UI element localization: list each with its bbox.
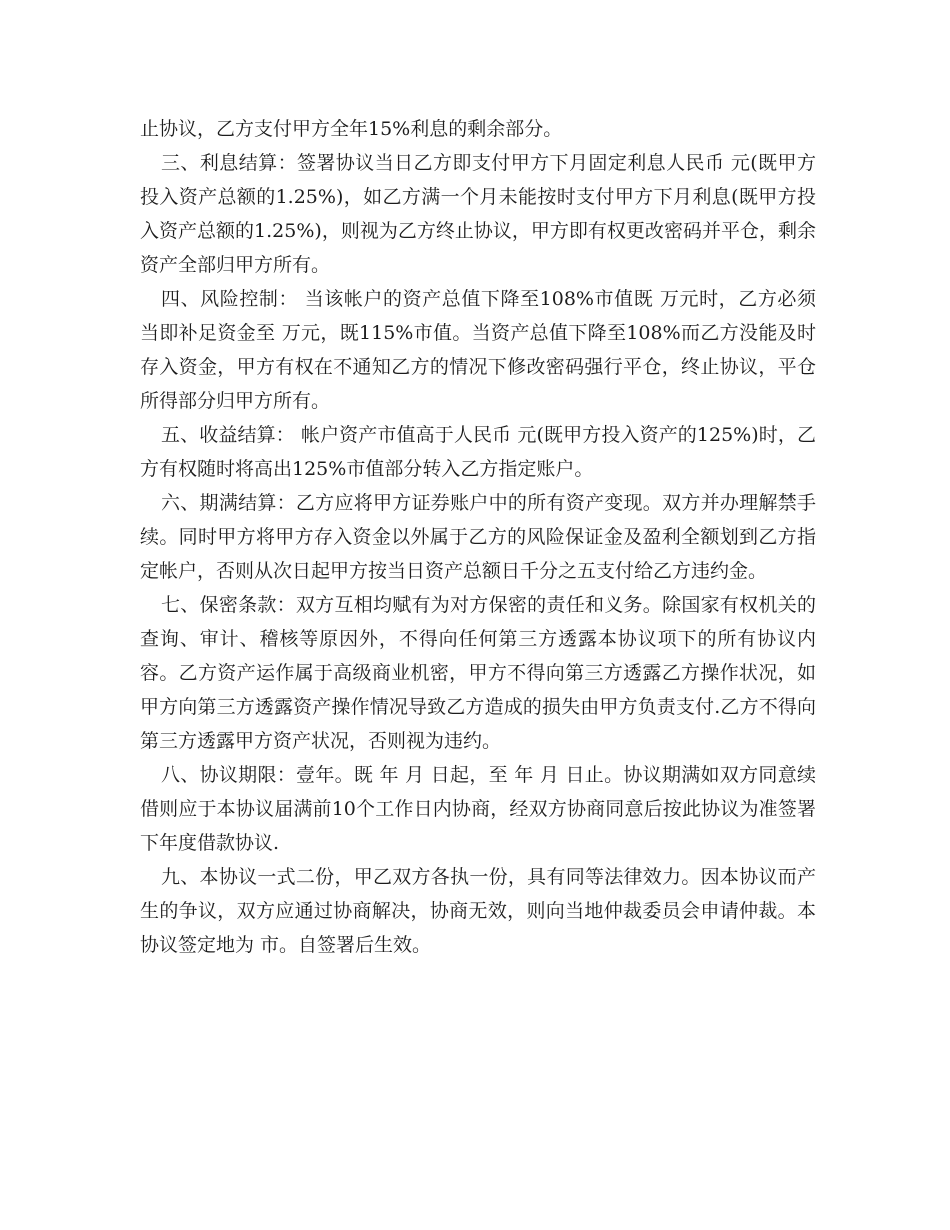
clause-confidentiality: 七、保密条款：双方互相均赋有为对方保密的责任和义务。除国家有权机关的查询、审计、稽核等原因外，不得向任何第三方透露本协议项下的所有协议内容。乙方资产运作属于高级商业机密，甲方不得向第三方透露乙方操作状况，如甲方向第三方透露资产操作情况导致乙方造成的损失由甲方负责支付.乙方不得向第三方透露甲方资产状况，否则视为违约。 <box>140 594 816 752</box>
document-page <box>140 112 816 962</box>
paragraph-continuation: 止协议，乙方支付甲方全年15%利息的剩余部分。 <box>140 118 563 140</box>
clause-maturity-settlement: 六、期满结算：乙方应将甲方证券账户中的所有资产变现。双方并办理解禁手续。同时甲方将甲方存入资金以外属于乙方的风险保证金及盈利全额划到乙方指定帐户，否则从次日起甲方按当日资产总额日千分之五支付给乙方违约金。 <box>140 492 816 582</box>
clause-interest-settlement: 三、利息结算：签署协议当日乙方即支付甲方下月固定利息人民币 元(既甲方投入资产总额的1.25%)，如乙方满一个月未能按时支付甲方下月利息(既甲方投入资产总额的1.25%)，则视为乙方终止协议，甲方即有权更改密码并平仓，剩余资产全部归甲方所有。 <box>140 152 816 276</box>
clause-agreement-term: 八、协议期限：壹年。既 年 月 日起，至 年 月 日止。协议期满如双方同意续借则应于本协议届满前10个工作日内协商，经双方协商同意后按此协议为准签署下年度借款协议. <box>140 764 816 854</box>
clause-copies-and-disputes: 九、本协议一式二份，甲乙双方各执一份，具有同等法律效力。因本协议而产生的争议，双方应通过协商解决，协商无效，则向当地仲裁委员会申请仲裁。本协议签定地为 市。自签署后生效。 <box>140 866 816 956</box>
clause-risk-control: 四、风险控制： 当该帐户的资产总值下降至108%市值既 万元时，乙方必须当即补足资金至 万元，既115%市值。当资产总值下降至108%而乙方没能及时存入资金，甲方有权在不通知乙方的情况下修改密码强行平仓，终止协议，平仓所得部分归甲方所有。 <box>140 288 816 412</box>
clause-profit-settlement: 五、收益结算： 帐户资产市值高于人民币 元(既甲方投入资产的125%)时，乙方有权随时将高出125%市值部分转入乙方指定账户。 <box>140 424 816 480</box>
